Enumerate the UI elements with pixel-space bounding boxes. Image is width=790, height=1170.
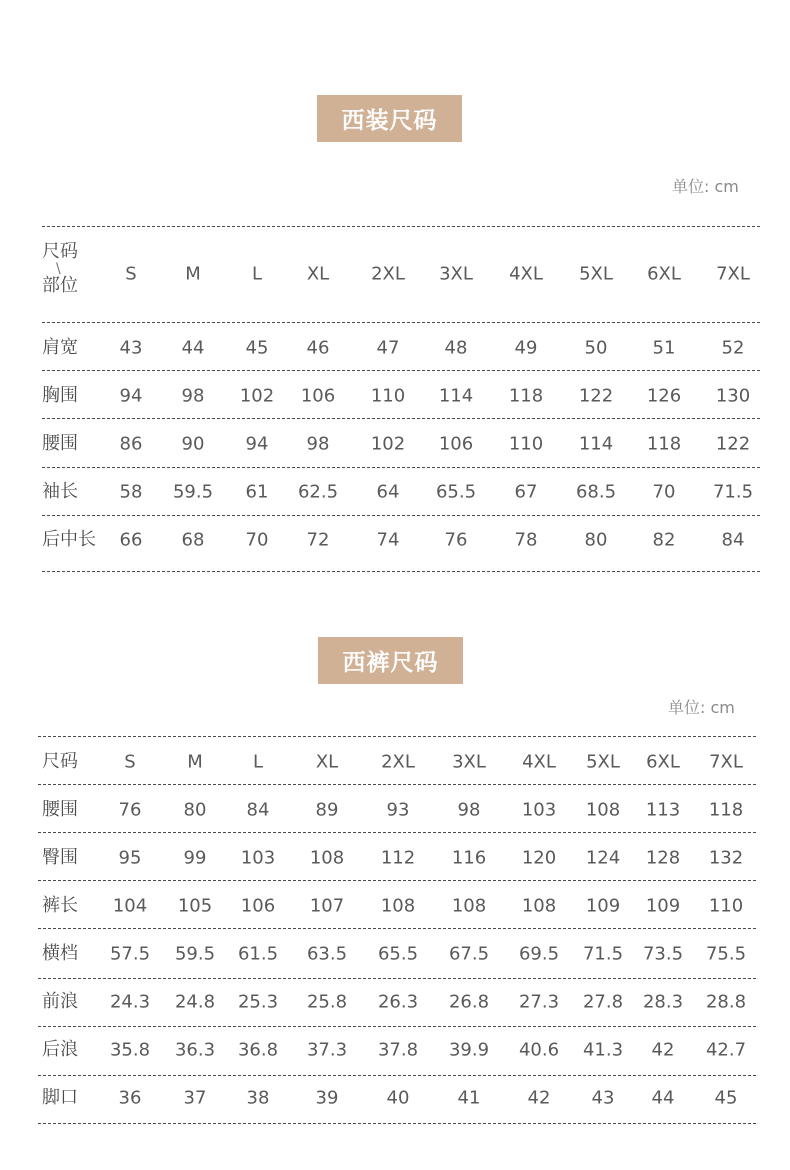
suit-table-cell: 61	[245, 481, 269, 503]
pants-row-divider	[38, 832, 756, 833]
pants-table-cell: 105	[177, 895, 213, 917]
suit-table-cell: 118	[646, 433, 682, 455]
suit-table-cell: 114	[578, 433, 614, 455]
suit-table-cell: 80	[584, 529, 608, 551]
suit-row-label: 袖长	[42, 481, 78, 502]
pants-table-cell: 104	[112, 895, 148, 917]
pants-row-label: 前浪	[42, 991, 78, 1012]
suit-size-header-l: L	[251, 263, 263, 285]
pants-table-cell: 65.5	[377, 943, 419, 965]
suit-row-label: 后中长	[42, 529, 96, 550]
suit-row-divider	[42, 467, 760, 468]
suit-table-cell: 44	[181, 337, 205, 359]
suit-table-cell: 102	[239, 385, 275, 407]
pants-table-cell: 116	[451, 847, 487, 869]
pants-table-cell: 112	[380, 847, 416, 869]
pants-table-cell: 40.6	[518, 1039, 560, 1061]
pants-table-cell: 36.3	[174, 1039, 216, 1061]
pants-size-header-2xl: 2XL	[381, 751, 415, 773]
pants-size-header-3xl: 3XL	[452, 751, 486, 773]
pants-row-divider	[38, 1026, 756, 1027]
suit-table-cell: 58	[119, 481, 143, 503]
suit-table-cell: 50	[584, 337, 608, 359]
pants-size-header-5xl: 5XL	[586, 751, 620, 773]
suit-row-divider	[42, 418, 760, 419]
pants-table-cell: 95	[118, 847, 142, 869]
pants-table-cell: 93	[386, 799, 410, 821]
pants-table-cell: 25.3	[237, 991, 279, 1013]
pants-table-cell: 108	[380, 895, 416, 917]
suit-table-cell: 74	[376, 529, 400, 551]
pants-row-divider	[38, 928, 756, 929]
pants-header-size-label: 尺码	[42, 751, 78, 772]
suit-table-cell: 84	[721, 529, 745, 551]
suit-table-cell: 70	[652, 481, 676, 503]
suit-row-divider	[42, 571, 760, 572]
pants-table-cell: 113	[645, 799, 681, 821]
pants-table-cell: 36.8	[237, 1039, 279, 1061]
suit-table-cell: 90	[181, 433, 205, 455]
suit-table-cell: 78	[514, 529, 538, 551]
pants-table-cell: 41.3	[582, 1039, 624, 1061]
suit-header-part-label: 部位	[42, 275, 78, 296]
pants-table-cell: 40	[386, 1087, 410, 1109]
pants-table-cell: 67.5	[448, 943, 490, 965]
suit-table-cell: 110	[370, 385, 406, 407]
suit-header-size-label: 尺码	[42, 241, 78, 262]
suit-table-cell: 48	[444, 337, 468, 359]
suit-table-cell: 102	[370, 433, 406, 455]
suit-table-cell: 98	[181, 385, 205, 407]
pants-table-cell: 38	[246, 1087, 270, 1109]
suit-table-cell: 130	[715, 385, 751, 407]
suit-unit-label: 单位: cm	[672, 177, 739, 196]
suit-table-cell: 76	[444, 529, 468, 551]
suit-table-cell: 68.5	[575, 481, 617, 503]
suit-table-cell: 64	[376, 481, 400, 503]
pants-table-cell: 109	[585, 895, 621, 917]
pants-table-cell: 108	[521, 895, 557, 917]
suit-table-cell: 106	[438, 433, 474, 455]
pants-table-cell: 39.9	[448, 1039, 490, 1061]
suit-size-header-4xl: 4XL	[509, 263, 543, 285]
pants-row-label: 腰围	[42, 799, 78, 820]
pants-table-top-line	[38, 736, 756, 737]
pants-table-cell: 27.3	[518, 991, 560, 1013]
pants-table-cell: 75.5	[705, 943, 747, 965]
pants-table-cell: 108	[451, 895, 487, 917]
pants-table-cell: 84	[246, 799, 270, 821]
pants-row-label: 脚口	[42, 1087, 78, 1108]
pants-table-cell: 28.8	[705, 991, 747, 1013]
suit-table-cell: 49	[514, 337, 538, 359]
pants-table-cell: 41	[457, 1087, 481, 1109]
pants-table-cell: 36	[118, 1087, 142, 1109]
pants-table-cell: 109	[645, 895, 681, 917]
pants-table-cell: 57.5	[109, 943, 151, 965]
pants-table-cell: 110	[708, 895, 744, 917]
suit-table-cell: 71.5	[712, 481, 754, 503]
pants-table-cell: 76	[118, 799, 142, 821]
pants-row-label: 臀围	[42, 847, 78, 868]
pants-table-cell: 103	[240, 847, 276, 869]
suit-row-divider	[42, 370, 760, 371]
pants-table-cell: 44	[651, 1087, 675, 1109]
pants-table-cell: 108	[309, 847, 345, 869]
pants-size-header-s: S	[124, 751, 136, 773]
suit-size-header-2xl: 2XL	[371, 263, 405, 285]
pants-table-cell: 80	[183, 799, 207, 821]
suit-table-cell: 122	[715, 433, 751, 455]
pants-table-cell: 24.8	[174, 991, 216, 1013]
suit-table-cell: 47	[376, 337, 400, 359]
pants-table-cell: 26.3	[377, 991, 419, 1013]
pants-table-cell: 39	[315, 1087, 339, 1109]
pants-size-header-xl: XL	[315, 751, 339, 773]
suit-table-cell: 82	[652, 529, 676, 551]
suit-table-cell: 43	[119, 337, 143, 359]
suit-table-cell: 59.5	[172, 481, 214, 503]
suit-row-label: 腰围	[42, 433, 78, 454]
suit-size-header-3xl: 3XL	[439, 263, 473, 285]
pants-row-label: 横档	[42, 943, 78, 964]
suit-table-cell: 110	[508, 433, 544, 455]
suit-header-slash: \	[56, 261, 61, 277]
pants-table-cell: 106	[240, 895, 276, 917]
suit-table-cell: 67	[514, 481, 538, 503]
suit-table-cell: 86	[119, 433, 143, 455]
suit-header-divider	[42, 322, 760, 323]
pants-table-cell: 132	[708, 847, 744, 869]
suit-table-cell: 94	[245, 433, 269, 455]
suit-size-title: 西装尺码	[317, 95, 462, 142]
suit-table-cell: 70	[245, 529, 269, 551]
suit-table-cell: 126	[646, 385, 682, 407]
pants-size-header-4xl: 4XL	[522, 751, 556, 773]
pants-table-cell: 26.8	[448, 991, 490, 1013]
suit-size-header-5xl: 5XL	[579, 263, 613, 285]
suit-table-cell: 45	[245, 337, 269, 359]
suit-size-header-m: M	[185, 263, 201, 285]
pants-table-cell: 69.5	[518, 943, 560, 965]
pants-table-cell: 89	[315, 799, 339, 821]
pants-row-divider	[38, 880, 756, 881]
suit-table-cell: 118	[508, 385, 544, 407]
pants-size-header-7xl: 7XL	[709, 751, 743, 773]
suit-table-cell: 98	[306, 433, 330, 455]
suit-row-divider	[42, 515, 760, 516]
suit-header-corner	[42, 242, 78, 296]
suit-size-header-7xl: 7XL	[716, 263, 750, 285]
suit-table-cell: 51	[652, 337, 676, 359]
suit-table-cell: 114	[438, 385, 474, 407]
suit-table-cell: 94	[119, 385, 143, 407]
pants-row-label: 裤长	[42, 895, 78, 916]
suit-table-cell: 106	[300, 385, 336, 407]
pants-table-cell: 73.5	[642, 943, 684, 965]
pants-table-cell: 63.5	[306, 943, 348, 965]
pants-size-title: 西裤尺码	[318, 637, 463, 684]
pants-row-label: 后浪	[42, 1039, 78, 1060]
suit-row-label: 肩宽	[42, 337, 78, 358]
pants-table-cell: 59.5	[174, 943, 216, 965]
pants-row-divider	[38, 1075, 756, 1076]
suit-size-header-6xl: 6XL	[647, 263, 681, 285]
pants-table-cell: 24.3	[109, 991, 151, 1013]
suit-table-cell: 68	[181, 529, 205, 551]
pants-table-cell: 28.3	[642, 991, 684, 1013]
suit-table-top-line	[42, 226, 760, 227]
pants-table-cell: 25.8	[306, 991, 348, 1013]
suit-table-cell: 52	[721, 337, 745, 359]
pants-table-cell: 128	[645, 847, 681, 869]
pants-table-cell: 99	[183, 847, 207, 869]
pants-size-header-m: M	[187, 751, 203, 773]
suit-row-label: 胸围	[42, 385, 78, 406]
suit-size-header-xl: XL	[306, 263, 330, 285]
pants-table-cell: 37	[183, 1087, 207, 1109]
suit-table-cell: 122	[578, 385, 614, 407]
pants-table-cell: 35.8	[109, 1039, 151, 1061]
pants-table-cell: 103	[521, 799, 557, 821]
pants-table-cell: 43	[591, 1087, 615, 1109]
pants-row-divider	[38, 1123, 756, 1124]
pants-row-divider	[38, 978, 756, 979]
pants-table-cell: 120	[521, 847, 557, 869]
pants-table-cell: 71.5	[582, 943, 624, 965]
pants-table-cell: 42	[527, 1087, 551, 1109]
pants-size-header-l: L	[252, 751, 264, 773]
pants-table-cell: 108	[585, 799, 621, 821]
pants-table-cell: 42.7	[705, 1039, 747, 1061]
pants-table-cell: 27.8	[582, 991, 624, 1013]
pants-table-cell: 98	[457, 799, 481, 821]
pants-table-cell: 37.3	[306, 1039, 348, 1061]
suit-table-cell: 72	[306, 529, 330, 551]
pants-table-cell: 45	[714, 1087, 738, 1109]
pants-table-cell: 124	[585, 847, 621, 869]
pants-table-cell: 61.5	[237, 943, 279, 965]
pants-size-header-6xl: 6XL	[646, 751, 680, 773]
suit-size-header-s: S	[125, 263, 137, 285]
suit-table-cell: 46	[306, 337, 330, 359]
pants-table-cell: 118	[708, 799, 744, 821]
pants-header-divider	[38, 784, 756, 785]
suit-table-cell: 65.5	[435, 481, 477, 503]
pants-table-cell: 42	[651, 1039, 675, 1061]
pants-table-cell: 37.8	[377, 1039, 419, 1061]
suit-table-cell: 66	[119, 529, 143, 551]
pants-unit-label: 单位: cm	[668, 698, 735, 717]
suit-table-cell: 62.5	[297, 481, 339, 503]
pants-table-cell: 107	[309, 895, 345, 917]
